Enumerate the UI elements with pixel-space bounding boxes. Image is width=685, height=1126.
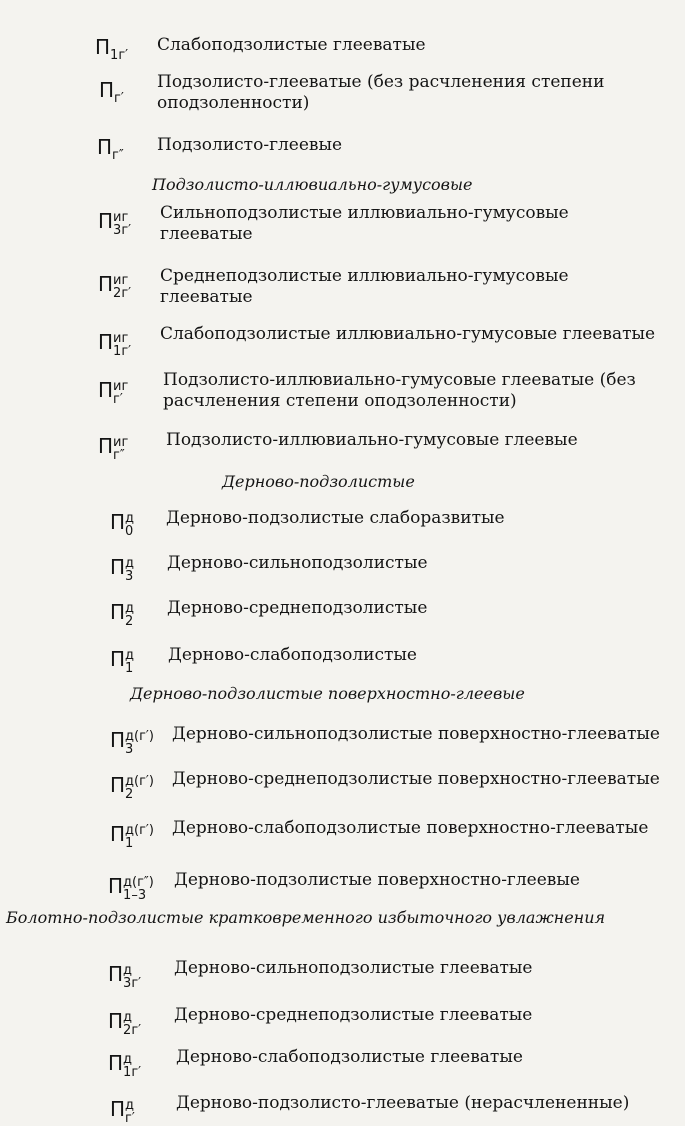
soil-index-symbol: П д 2 (110, 600, 135, 629)
soil-description: Слабоподзолистые иллювиально-гумусовые глееватые (160, 324, 656, 344)
section-heading: Дерново-подзолистые поверхностно-глеевые (130, 684, 525, 703)
soil-description: Дерново-сильноподзолистые поверхностно-глееватые (172, 724, 660, 744)
soil-index-symbol: П д г′ (110, 1097, 135, 1126)
soil-description: Дерново-подзолисто-глееватые (нерасчлененные) (176, 1093, 630, 1113)
soil-description: Дерново-слабоподзолистые глееватые (176, 1047, 523, 1067)
section-heading: Болотно-подзолистые кратковременного избыточного увлажнения (6, 908, 606, 927)
soil-description: Дерново-слабоподзолистые поверхностно-глееватые (172, 818, 649, 838)
soil-description: Дерново-среднеподзолистые глееватые (174, 1005, 533, 1025)
soil-description: Подзолисто-глеевые (157, 135, 343, 155)
soil-index-symbol: П д 3 (110, 555, 135, 584)
soil-description: Среднеподзолистые иллювиально-гумусовые глееватые (160, 266, 569, 307)
soil-index-symbol: П д(г′) 3 (110, 728, 154, 757)
soil-description: Дерново-среднеподзолистые поверхностно-глееватые (172, 769, 660, 789)
section-heading: Подзолисто-иллювиально-гумусовые (152, 175, 473, 194)
soil-index-symbol: П д 2г′ (108, 1009, 142, 1038)
soil-index-symbol: $П_{1г'}$ (95, 35, 129, 63)
soil-index-symbol: П д 1 (110, 647, 135, 676)
soil-description: Подзолисто-иллювиально-гумусовые глеевые (166, 430, 578, 450)
section-heading: Дерново-подзолистые (222, 472, 415, 491)
soil-index-symbol: П иг 1г′ (98, 330, 132, 359)
soil-index-symbol: П д(г′) 1 (110, 822, 154, 851)
soil-index-symbol: П иг 2г′ (98, 272, 132, 301)
soil-description: Дерново-сильноподзолистые глееватые (174, 958, 533, 978)
soil-index-symbol: П иг г′ (98, 378, 129, 407)
soil-index-symbol: П д(г′) 2 (110, 773, 154, 802)
soil-description: Дерново-подзолистые слаборазвитые (166, 508, 505, 528)
soil-index-symbol: П д 1г′ (108, 1051, 142, 1080)
soil-index-symbol: П д 0 (110, 510, 135, 539)
soil-index-symbol: П д 3г′ (108, 962, 142, 991)
soil-description: Дерново-сильноподзолистые (167, 553, 428, 573)
soil-index-symbol: П д(г″) 1–3 (108, 874, 154, 903)
soil-description: Дерново-подзолистые поверхностно-глеевые (174, 870, 580, 890)
soil-index-symbol: П иг г″ (98, 434, 129, 463)
soil-index-symbol: П иг 3г′ (98, 209, 132, 238)
soil-description: Слабоподзолистые глееватые (157, 35, 426, 55)
soil-description: Подзолисто-глееватые (без расчленения степени оподзоленности) (157, 72, 605, 113)
soil-index-symbol: $П_{г''}$ (97, 135, 124, 163)
soil-description: Дерново-среднеподзолистые (167, 598, 428, 618)
soil-description: Сильноподзолистые иллювиально-гумусовые глееватые (160, 203, 569, 244)
soil-index-symbol: $П_{г'}$ (99, 78, 124, 106)
soil-description: Подзолисто-иллювиально-гумусовые глееватые (без расчленения степени оподзоленности) (163, 370, 636, 411)
soil-description: Дерново-слабоподзолистые (168, 645, 417, 665)
